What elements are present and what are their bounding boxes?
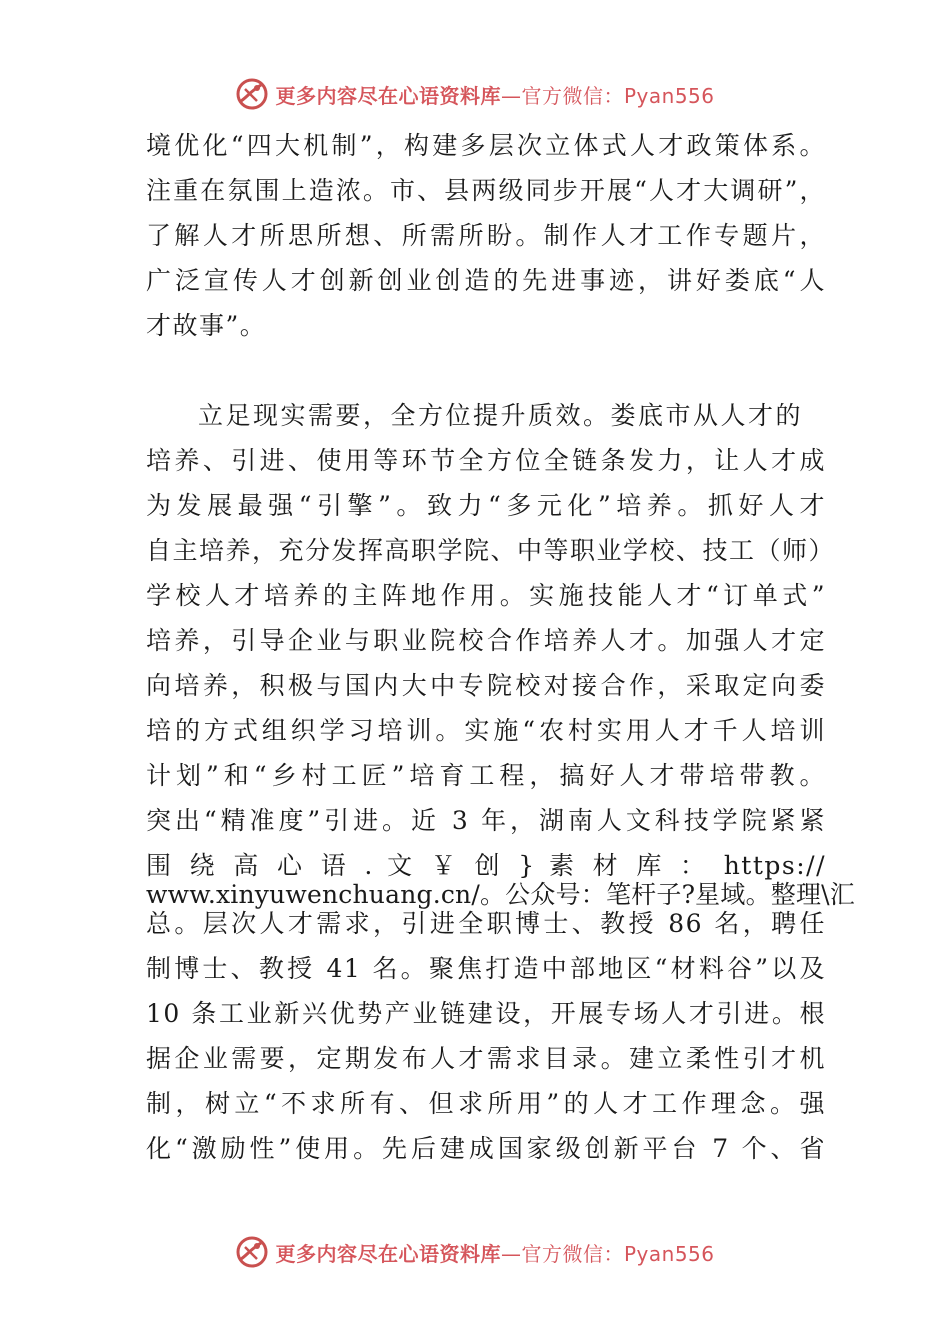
- footer-banner-separator: —: [500, 1241, 522, 1266]
- paragraph2-line: 立足现实需要，全方位提升质效。娄底市从人才的: [198, 401, 802, 430]
- paragraph2-line: 计划”和“乡村工匠”培育工程，搞好人才带培带教。: [146, 761, 826, 790]
- paragraph1-line: 注重在氛围上造浓。市、县两级同步开展“人才大调研”，: [146, 176, 826, 205]
- footer-banner-text: [275, 1238, 714, 1267]
- paragraph2-line: 培养，引导企业与职业院校合作培养人才。加强人才定: [146, 626, 826, 655]
- paragraph1-line: 才故事”。: [146, 311, 267, 340]
- paragraph2-line: 制博士、教授 41 名。聚焦打造中部地区“材料谷”以及: [146, 954, 826, 983]
- header-banner-wechat-id: Pyan556: [623, 83, 715, 108]
- paragraph2-line: 自主培养，充分发挥高职学院、中等职业学校、技工（师）: [146, 536, 836, 565]
- header-banner-separator: —: [500, 83, 522, 108]
- header-banner-title: 更多内容尽在心语资料库: [275, 83, 501, 108]
- paragraph2-line: 化“激励性”使用。先后建成国家级创新平台 7 个、省: [146, 1134, 826, 1163]
- paragraph2-line: 制，树立“不求所有、但求所用”的人才工作理念。强: [146, 1089, 826, 1118]
- footer-banner: [0, 1232, 950, 1272]
- paragraph2-line: 培养、引进、使用等环节全方位全链条发力，让人才成: [146, 446, 826, 475]
- footer-banner-wechat-label: 官方微信：: [521, 1241, 624, 1266]
- brand-logo-icon: [235, 1235, 269, 1269]
- paragraph2-line: www.xinyuwenchuang.cn/。公众号：笔杆子?星域。整理\汇: [146, 880, 856, 909]
- paragraph2-line: 向培养，积极与国内大中专院校对接合作，采取定向委: [146, 671, 826, 700]
- paragraph2-line: 围 绕 高 心 语 . 文 ￥ 创 } 素 材 库 ： https://: [146, 851, 826, 880]
- paragraph2-line: 学校人才培养的主阵地作用。实施技能人才“订单式”: [146, 581, 826, 610]
- paragraph1-line: 境优化“四大机制”，构建多层次立体式人才政策体系。: [146, 131, 826, 160]
- footer-banner-title: 更多内容尽在心语资料库: [275, 1241, 501, 1266]
- paragraph1-line: 广泛宣传人才创新创业创造的先进事迹，讲好娄底“人: [146, 266, 826, 295]
- header-banner-wechat-label: 官方微信：: [521, 83, 624, 108]
- paragraph2-line: 据企业需要，定期发布人才需求目录。建立柔性引才机: [146, 1044, 826, 1073]
- paragraph2-line: 培的方式组织学习培训。实施“农村实用人才千人培训: [146, 716, 826, 745]
- paragraph1-line: 了解人才所思所想、所需所盼。制作人才工作专题片，: [146, 221, 826, 250]
- paragraph2-line: 为发展最强“引擎”。致力“多元化”培养。抓好人才: [146, 491, 826, 520]
- footer-banner-wechat-id: Pyan556: [623, 1241, 715, 1266]
- paragraph2-line: 总。层次人才需求，引进全职博士、教授 86 名，聘任: [146, 909, 826, 938]
- paragraph2-line: 10 条工业新兴优势产业链建设，开展专场人才引进。根: [146, 999, 826, 1028]
- paragraph2-line: 突出“精准度”引进。近 3 年，湖南人文科技学院紧紧: [146, 806, 826, 835]
